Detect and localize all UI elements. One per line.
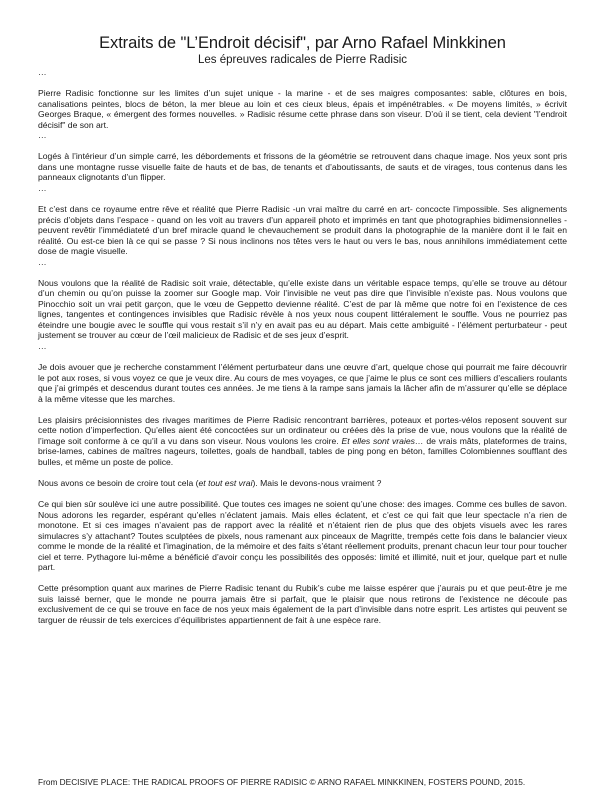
paragraph-1: Pierre Radisic fonctionne sur les limites d’un sujet unique - la marine - et de ses maigres composantes: sable, clôtures en bois, canalisations peintes, blocs de béton, la mer bleue au loin et ces cieux bleus, épais et impénétrables. « De moyens limités, » écrivit Georges Braque, « émergent des formes nouvelles. » Radisic résume cette phrase dans son viseur. D’où il se tient, cela devient "l’endroit décisif" de son art. (38, 88, 567, 130)
paragraph-7 (38, 478, 567, 489)
ellipsis-marker: … (38, 256, 47, 267)
paragraph-9: Cette présomption quant aux marines de Pierre Radisic tenant du Rubik’s cube me laisse espérer que j’aurais pu et que peut-être je me suis laissé berner, que le monde ne pourra jamais être si parfait, que le plaisir que nous retirons de l’existence ne découle pas exclusivement de ce qui se trouve en face de nos yeux mais également de la part d’invisible dans notre esprit. Les artistes qui peuvent se targuer de réussir de tels exercices d’équilibristes appartiennent de fait à une espèce rare. (38, 583, 567, 626)
paragraph-6-start: Les plaisirs précisionnistes des rivages maritimes de Pierre Radisic rencontrant barrières, poteaux et portes-vélos reposent souvent sur cette notion d’imperfection. Qu’elles aient été concoctées sur un ordinateur ou créées dès la prise de vue, nous voulons que la réalité de l’image soit conforme à ce qu’il a vu dans son viseur. Nous voulons les croire. (38, 414, 567, 446)
paragraph-5: Je dois avouer que je recherche constamment l’élément perturbateur dans une œuvre d’art, quelque chose qui pourrait me faire découvrir le pot aux roses, si vous voyez ce que je veux dire. Au cours de mes voyages, ce que j’aime le plus ce sont ces milliers d’escaliers roulants que j’ai grimpés et descendus durant toutes ces années. Je me tiens à la rampe sans jamais la lâcher afin de m’assurer qu’elle se déplace à la même vitesse que les marches. (38, 362, 567, 404)
document-body (38, 67, 567, 626)
paragraph-6 (38, 415, 567, 468)
ellipsis-marker: … (38, 341, 47, 352)
document-title: Extraits de "L’Endroit décisif", par Arno Rafael Minkkinen (99, 34, 506, 52)
paragraph-2: Logés à l’intérieur d’un simple carré, les débordements et frissons de la géométrie se retrouvent dans chaque image. Nos yeux sont pris dans une montagne russe visuelle faite de hauts et de bas, de tenants et d’aboutissants, de sauts et de virages, tous contenus dans les panneaux clignotants d’un flipper. (38, 151, 567, 183)
ellipsis-marker: … (38, 182, 47, 193)
paragraph-6-italic: Et elles sont vraies… (341, 435, 424, 446)
paragraph-3: Et c’est dans ce royaume entre rêve et réalité que Pierre Radisic -un vrai maître du carré en art- concocte l’impossible. Ses alignements précis d’objets dans l’espace - quand on les voit au travers d’un appareil photo et imprimés en tant que photographies bidimensionnelles - peuvent revêtir l’immédiateté d’un bref miracle quand le chevauchement se produit dans la photographie de la manière dont il le fait en réalité. Ou est-ce bien là ce qui se passe ? Si nous inclinons nos têtes vers le haut ou vers le bas, nous annihilons immédiatement cette dose de magie visuelle. (38, 203, 567, 257)
ellipsis-marker: … (38, 67, 47, 77)
source-credit: From DECISIVE PLACE: THE RADICAL PROOFS OF PIERRE RADISIC © ARNO RAFAEL MINKKINEN, FOSTERS POUND, 2015. (38, 777, 526, 787)
paragraph-7-italic: et tout est vrai (198, 478, 253, 488)
paragraph-7-start: Nous avons ce besoin de croire tout cela ( (38, 478, 199, 488)
paragraph-8: Ce qui bien sûr soulève ici une autre possibilité. Que toutes ces images ne soient qu’une chose: des images. Comme ces bulles de savon. Nous adorons les regarder, espérant qu’elles n’éclatent jamais. Mais elles éclatent, et c’est ce qui fait que leur spectacle n’a rien de monotone. Et si ces images n’avaient pas de rapport avec la réalité et n’étaient rien de plus que des objets visuels avec les rares simulacres s’y attachant? Toutes sculptées de pixels, nous ramenant aux pinceaux de Magritte, trempés cette fois dans le balancier vieux comme le monde de la réalité et l’imagination, de la mémoire et des faits s’étant réellement produits, prenant chacun leur tour pour toucher ciel et terre. Pythagore lui-même a bénéficié d’avoir conçu les possibilités des opposés: limité et illimité, nuit et jour, quelque part et nulle part. (38, 499, 567, 573)
ellipsis-marker: … (38, 130, 47, 141)
paragraph-6-end: de vrais mâts, plateformes de trains, brise-lames, cabines de maîtres nageurs, toilettes, goals de handball, tables de ping pong en béton, familles Colombiennes soufflant des bulles, et même un poste de police. (38, 435, 568, 467)
document-subtitle: Les épreuves radicales de Pierre Radisic (197, 54, 408, 66)
paragraph-7-end: ). Mais le devons-nous vraiment ? (252, 478, 382, 488)
paragraph-4: Nous voulons que la réalité de Radisic soit vraie, détectable, qu’elle existe dans un véritable espace temps, qu’elle se trouve au détour d’un chemin ou qu’on puisse la zoomer sur Google map. Voir l’invisible ne veut pas dire que l’invisible n’existe pas. Nous voulons que Pinocchio soit un vrai petit garçon, que le vœu de Geppetto devienne réalité. C’est de par là même que notre foi en l’existence de ces lignes, tangentes et contingences invisibles que Radisic révèle à nos yeux nous coupent littéralement le souffle. Vous ne pourriez pas éteindre une bougie avec le souffle qui vous restait s’il n’y en avait pas eu au départ. Mais cette ambiguité - l’élément perturbateur - peut justement se trouver au cœur de l’œil malicieux de Radisic et de ses jeux d’esprit. (38, 277, 567, 341)
